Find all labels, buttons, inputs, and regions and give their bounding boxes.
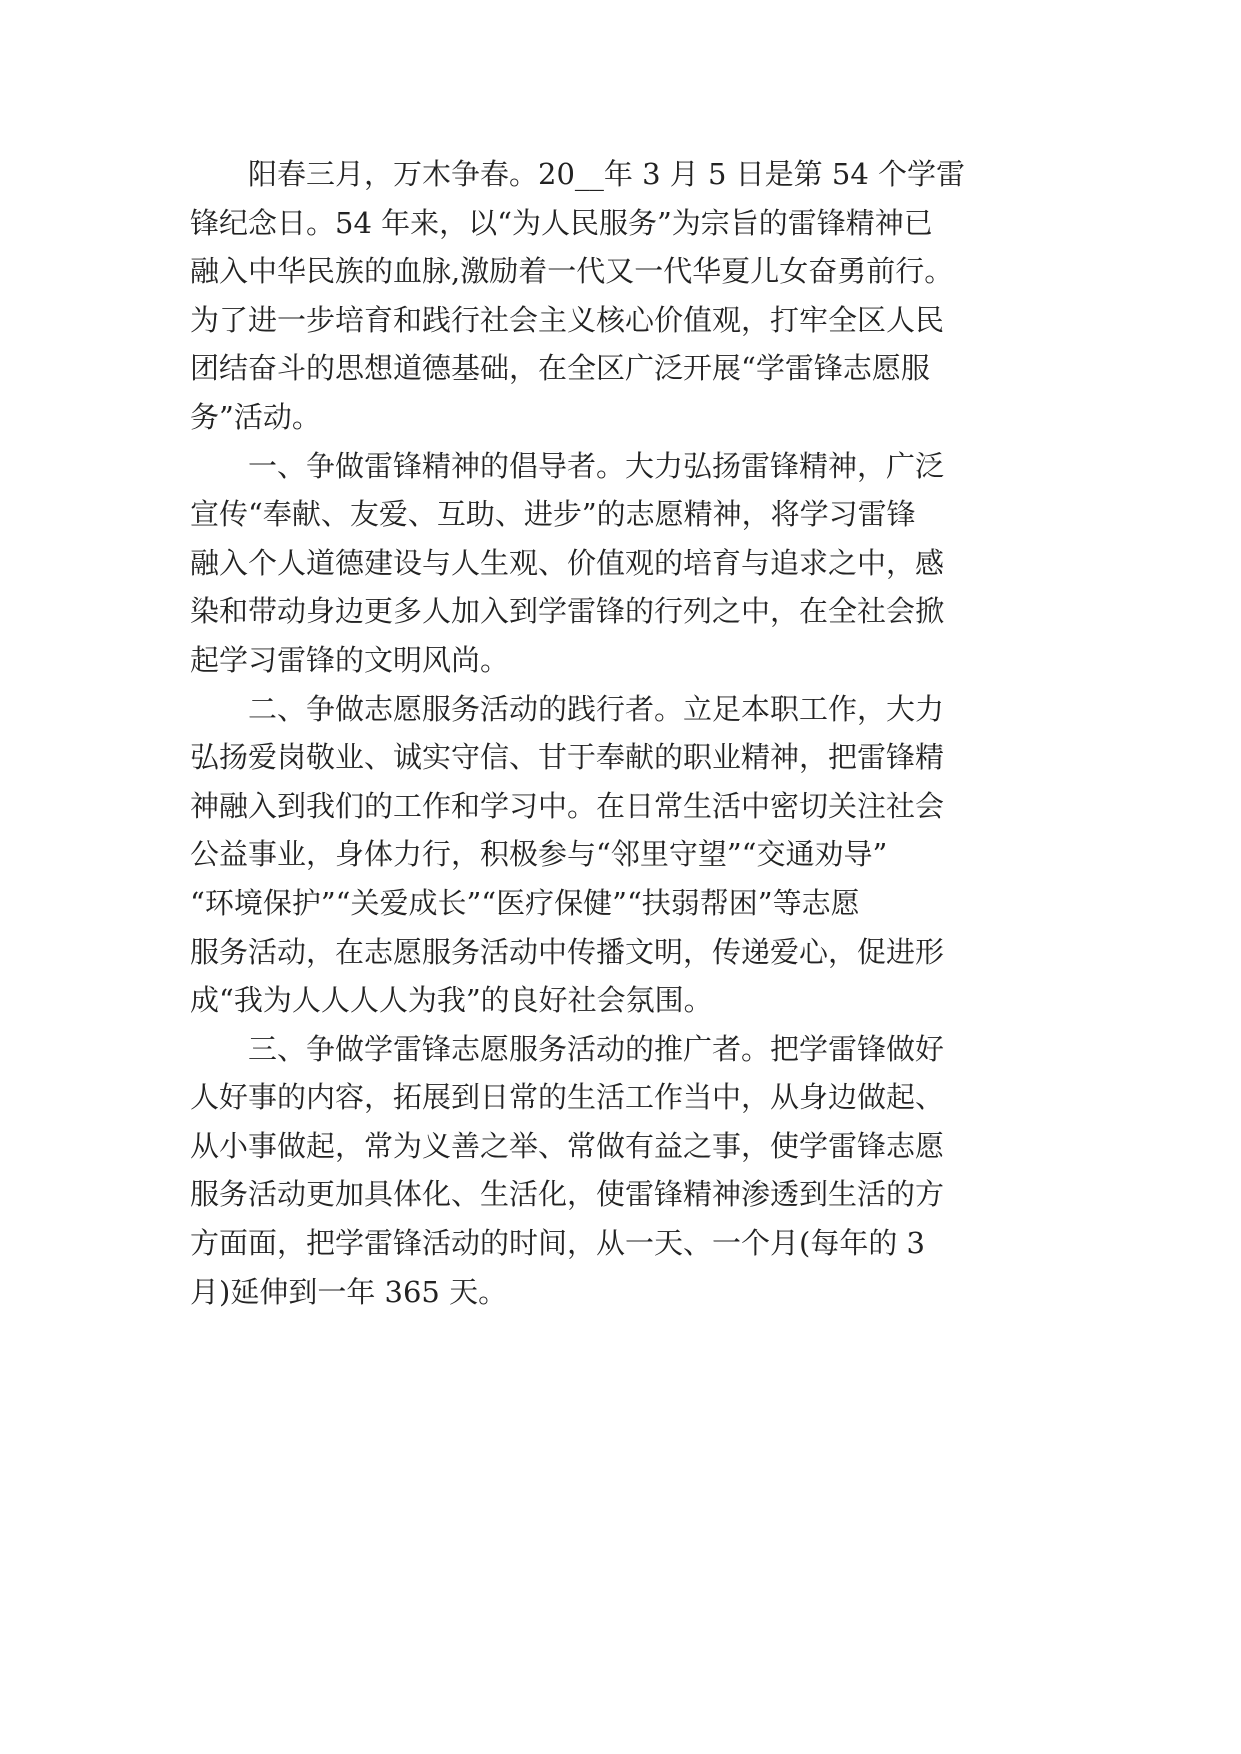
paragraph-section-3 — [190, 1025, 1070, 1317]
document-body — [190, 150, 1070, 1316]
text-line: 务”活动。 — [190, 399, 321, 434]
text-line: 三、争做学雷锋志愿服务活动的推广者。把学雷锋做好 — [248, 1031, 945, 1066]
paragraph-intro — [190, 150, 1070, 442]
text-line: 成“我为人人人人为我”的良好社会氛围。 — [190, 983, 713, 1018]
text-line: 服务活动更加具体化、生活化，使雷锋精神渗透到生活的方 — [190, 1177, 945, 1212]
text-line: 弘扬爱岗敬业、诚实守信、甘于奉献的职业精神，把雷锋精 — [190, 740, 945, 775]
text-line: 团结奋斗的思想道德基础，在全区广泛开展“学雷锋志愿服 — [190, 351, 930, 386]
text-line: 月)延伸到一年 365 天。 — [190, 1274, 508, 1309]
text-line: 起学习雷锋的文明风尚。 — [190, 642, 510, 677]
text-line: 二、争做志愿服务活动的践行者。立足本职工作，大力 — [248, 691, 945, 726]
text-line: 人好事的内容，拓展到日常的生活工作当中，从身边做起、 — [190, 1080, 945, 1115]
paragraph-section-2 — [190, 685, 1070, 1025]
text-line: “环境保护”“关爱成长”“医疗保健”“扶弱帮困”等志愿 — [190, 885, 860, 920]
text-line: 染和带动身边更多人加入到学雷锋的行列之中，在全社会掀 — [190, 594, 945, 629]
text-line: 为了进一步培育和践行社会主义核心价值观，打牢全区人民 — [190, 302, 945, 337]
text-line: 锋纪念日。54 年来，以“为人民服务”为宗旨的雷锋精神已 — [190, 205, 933, 240]
paragraph-section-1 — [190, 442, 1070, 685]
text-line: 融入个人道德建设与人生观、价值观的培育与追求之中，感 — [190, 545, 945, 580]
text-line: 一、争做雷锋精神的倡导者。大力弘扬雷锋精神，广泛 — [248, 448, 945, 483]
text-line: 方面面，把学雷锋活动的时间，从一天、一个月(每年的 3 — [190, 1226, 925, 1261]
text-line: 公益事业，身体力行，积极参与“邻里守望”“交通劝导” — [190, 837, 888, 872]
text-line: 宣传“奉献、友爱、互助、进步”的志愿精神，将学习雷锋 — [190, 497, 916, 532]
text-line: 服务活动，在志愿服务活动中传播文明，传递爱心，促进形 — [190, 934, 945, 969]
text-line: 融入中华民族的血脉,激励着一代又一代华夏儿女奋勇前行。 — [190, 254, 954, 289]
text-line: 神融入到我们的工作和学习中。在日常生活中密切关注社会 — [190, 788, 945, 823]
text-line: 阳春三月，万木争春。20__年 3 月 5 日是第 54 个学雷 — [248, 157, 966, 191]
text-line: 从小事做起，常为义善之举、常做有益之事，使学雷锋志愿 — [190, 1128, 945, 1163]
